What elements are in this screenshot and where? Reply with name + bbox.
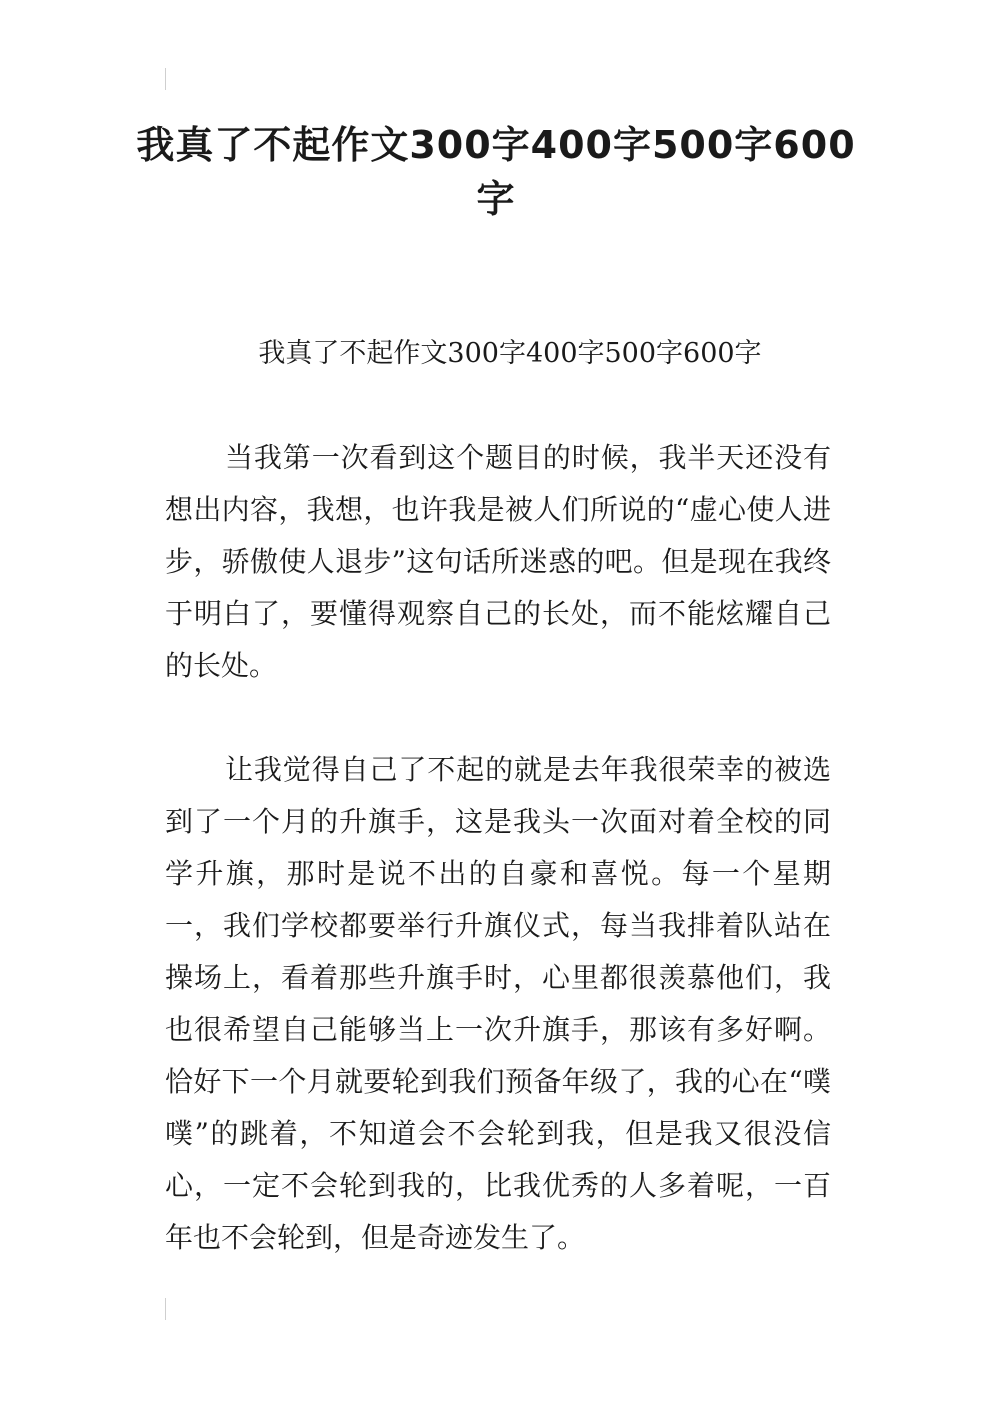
paragraph-1: 当我第一次看到这个题目的时候，我半天还没有想出内容，我想，也许我是被人们所说的“虚心使人进步，骄傲使人退步”这句话所迷惑的吧。但是现在我终于明白了，要懂得观察自己的长处，而不能炫耀自己的长处。 [165, 441, 831, 682]
page-corner-mark-bottom [165, 1298, 166, 1320]
page-corner-mark-top [165, 68, 166, 90]
document-subtitle: 我真了不起作文300字400字500字600字 [258, 338, 762, 369]
document-title: 我真了不起作文300字400字500字600字 [136, 123, 856, 221]
paragraph-2: 让我觉得自己了不起的就是去年我很荣幸的被选到了一个月的升旗手，这是我头一次面对着全校的同学升旗，那时是说不出的自豪和喜悦。每一个星期一，我们学校都要举行升旗仪式，每当我排着队站在操场上，看着那些升旗手时，心里都很羡慕他们，我也很希望自己能够当上一次升旗手，那该有多好啊。恰好下一个月就要轮到我们预备年级了，我的心在“噗噗”的跳着，不知道会不会轮到我，但是我又很没信心，一定不会轮到我的，比我优秀的人多着呢，一百年也不会轮到，但是奇迹发生了。 [165, 753, 831, 1254]
